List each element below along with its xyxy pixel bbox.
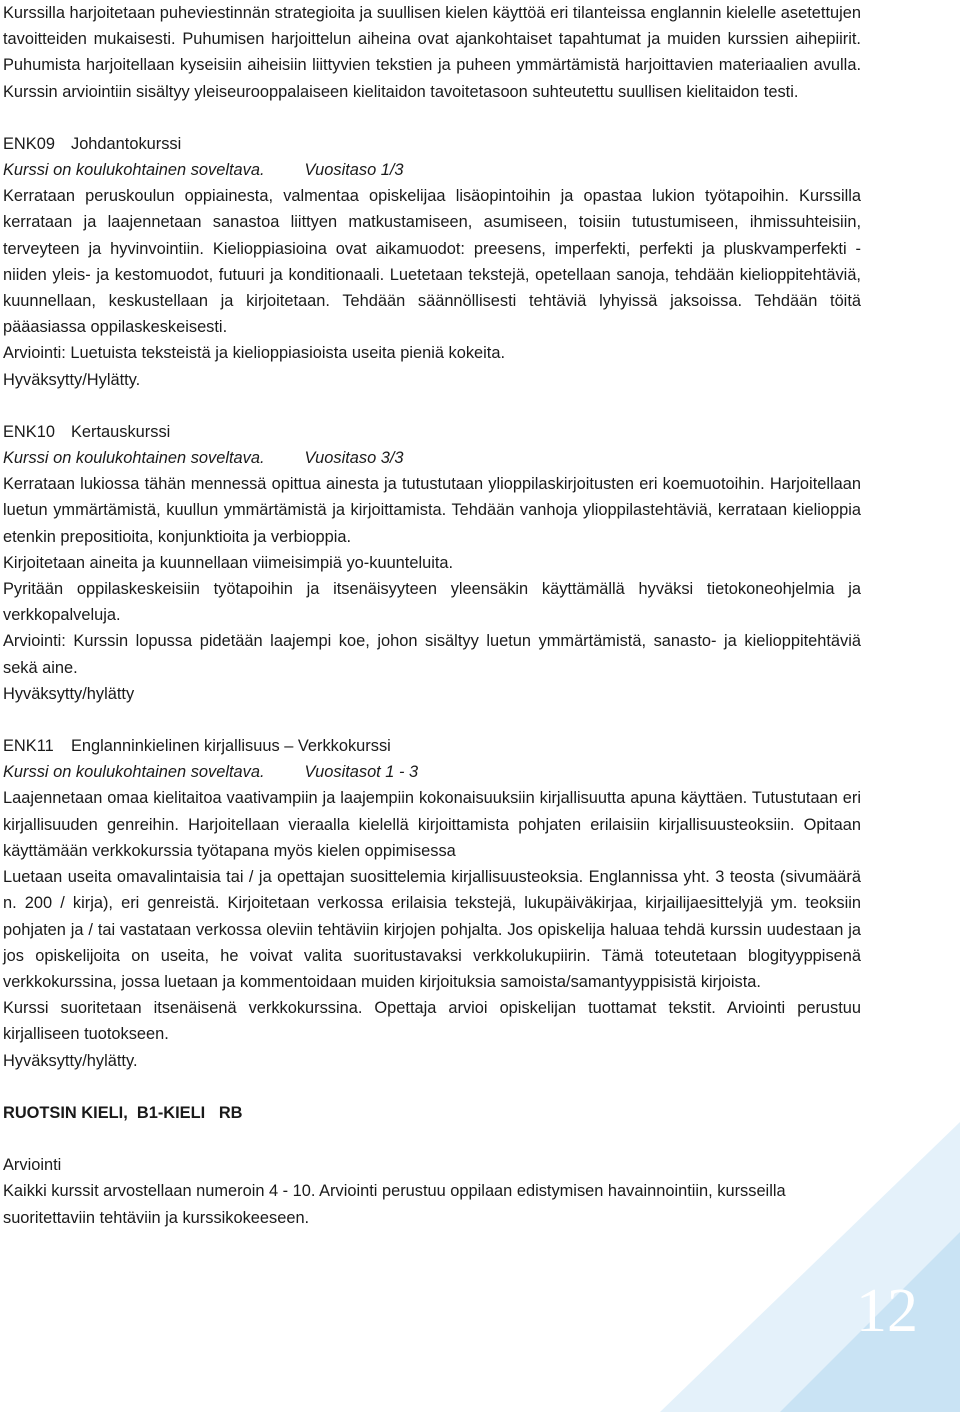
course-assessment: Arviointi: Kurssin lopussa pidetään laajempi koe, johon sisältyy luetun ymmärtämistä, sanasto- ja kielioppitehtäviä sekä aine. — [3, 632, 861, 677]
course-enk10 — [3, 419, 861, 707]
course-code: ENK10 — [3, 422, 55, 441]
course-level: Vuositaso 1/3 — [304, 161, 404, 180]
course-heading — [3, 419, 861, 445]
course-enk11 — [3, 733, 861, 1074]
page-corner-decoration — [660, 1122, 960, 1412]
course-paragraph: Pyritään oppilaskeskeisiin työtapoihin ja itsenäisyyteen yleensäkin käyttämällä hyväksi tietokoneohjelmia ja verkkopalveluja. — [3, 580, 861, 625]
intro-paragraph: Kurssilla harjoitetaan puheviestinnän strategioita ja suullisen kielen käyttöä eri tilanteissa englannin kielelle asetettujen tavoitteiden mukaisesti. Puhumisen harjoittelun aiheina ovat ajankohtaiset tapahtumat ja muiden kurssien aihepiirit. Puhumista harjoitellaan kyseisiin aiheisiin liittyvien tekstien ja puheen ymmärtämistä harjoittavien materiaalien avulla. Kurssin arviointiin sisältyy yleiseurooppalaiseen kielitaidon tavoitetasoon suhteutettu suullisen kielitaidon testi. — [3, 4, 861, 101]
course-code: ENK09 — [3, 134, 55, 153]
course-suitability: Kurssi on koulukohtainen soveltava. — [3, 763, 265, 782]
course-paragraph: Kurssi suoritetaan itsenäisenä verkkokurssina. Opettaja arvioi opiskelijan tuottamat tekstit. Arviointi perustuu kirjalliseen tuotokseen. — [3, 999, 861, 1044]
document-page — [3, 0, 861, 1231]
course-paragraph: Luetaan useita omavalintaisia tai / ja opettajan suosittelemia kirjallisuusteoksia. Englannissa yht. 3 teosta (sivumäärä n. 200 / kirja), eri genreistä. Kirjoitetaan verkossa erilaisia tekstejä, lukupäiväkirjaa, kirjailijaesittelyjä ym. teoksiin pohjaten ja / tai vastataan verkossa oleviin tehtäviin kirjojen pohjalta. Jos opiskelija haluaa tehdä kurssin uudestaan ja jos opiskelijoita on useita, he voivat valita suoritustavaksi verkkolukupiirin. Tämä toteutetaan blogityyppisenä verkkokurssina, jossa luetaan ja kommentoidaan muiden kirjoituksia samoista/samantyyppisistä kirjoista. — [3, 868, 861, 991]
course-meta — [3, 759, 861, 785]
page-number: 12 — [856, 1277, 918, 1345]
course-name: Englanninkielinen kirjallisuus – Verkkokurssi — [71, 737, 391, 756]
course-description: Laajennetaan omaa kielitaitoa vaativampiin ja laajempiin kokonaisuuksiin kirjallisuutta apuna käyttäen. Tutustutaan eri kirjallisuuden genreihin. Harjoitellaan vieraalla kielellä kirjoittamista pohjaten erilaisiin kirjallisuusteoksiin. Opitaan käyttämään verkkokurssia työtapana myös kielen oppimisessa — [3, 789, 861, 860]
section-text: Kaikki kurssit arvostellaan numeroin 4 - 10. Arviointi perustuu oppilaan edistymisen havainnointiin, kursseilla suoritettaviin tehtäviin ja kurssikokeeseen. — [3, 1182, 786, 1227]
course-heading — [3, 733, 861, 759]
course-grading: Hyväksytty/hylätty. — [3, 1051, 138, 1070]
course-name: Johdantokurssi — [71, 134, 182, 153]
course-level: Vuositaso 3/3 — [304, 449, 404, 468]
course-suitability: Kurssi on koulukohtainen soveltava. — [3, 161, 265, 180]
course-grading: Hyväksytty/hylätty — [3, 684, 135, 703]
section-heading: RUOTSIN KIELI, B1-KIELI RB — [3, 1103, 243, 1122]
course-heading — [3, 131, 861, 157]
course-level: Vuositasot 1 - 3 — [304, 763, 419, 782]
section-subheading: Arviointi — [3, 1156, 62, 1175]
course-suitability: Kurssi on koulukohtainen soveltava. — [3, 449, 265, 468]
course-assessment: Arviointi: Luetuista teksteistä ja kielioppiasioista useita pieniä kokeita. — [3, 344, 506, 363]
course-enk09 — [3, 131, 861, 393]
course-paragraph: Kirjoitetaan aineita ja kuunnellaan viimeisimpiä yo-kuunteluita. — [3, 553, 454, 572]
course-code: ENK11 — [3, 737, 54, 756]
course-name: Kertauskurssi — [71, 422, 171, 441]
course-grading: Hyväksytty/Hylätty. — [3, 370, 141, 389]
corner-triangle-graphic — [660, 1122, 960, 1412]
course-meta — [3, 445, 861, 471]
course-description: Kerrataan lukiossa tähän mennessä opittua ainesta ja tutustutaan ylioppilaskirjoitusten eri koemuotoihin. Harjoitellaan luetun ymmärtämistä, kuullun ymmärtämistä ja kirjoittamista. Tehdään vanhoja ylioppilastehtäviä, kerrataan kielioppia etenkin prepositioita, konjunktioita ja verbioppia. — [3, 475, 861, 546]
course-description: Kerrataan peruskoulun oppiainesta, valmentaa opiskelijaa lisäopintoihin ja opastaa lukion työtapoihin. Kurssilla kerrataan ja laajennetaan sanastoa liittyen matkustamiseen, asumiseen, toisiin tutustumiseen, ihmissuhteisiin, terveyteen ja hyvinvointiin. Kielioppiasioina ovat aikamuodot: preesens, imperfekti, perfekti ja pluskvamperfekti - niiden yleis- ja kestomuodot, futuuri ja konditionaali. Luetetaan tekstejä, opetellaan sanoja, tehdään kielioppitehtäviä, kuunnellaan, keskustellaan ja kirjoitetaan. Tehdään säännöllisesti tehtäviä lyhyissä jaksoissa. Tehdään töitä pääasiassa oppilaskeskeisesti. — [3, 187, 861, 337]
course-meta — [3, 157, 861, 183]
